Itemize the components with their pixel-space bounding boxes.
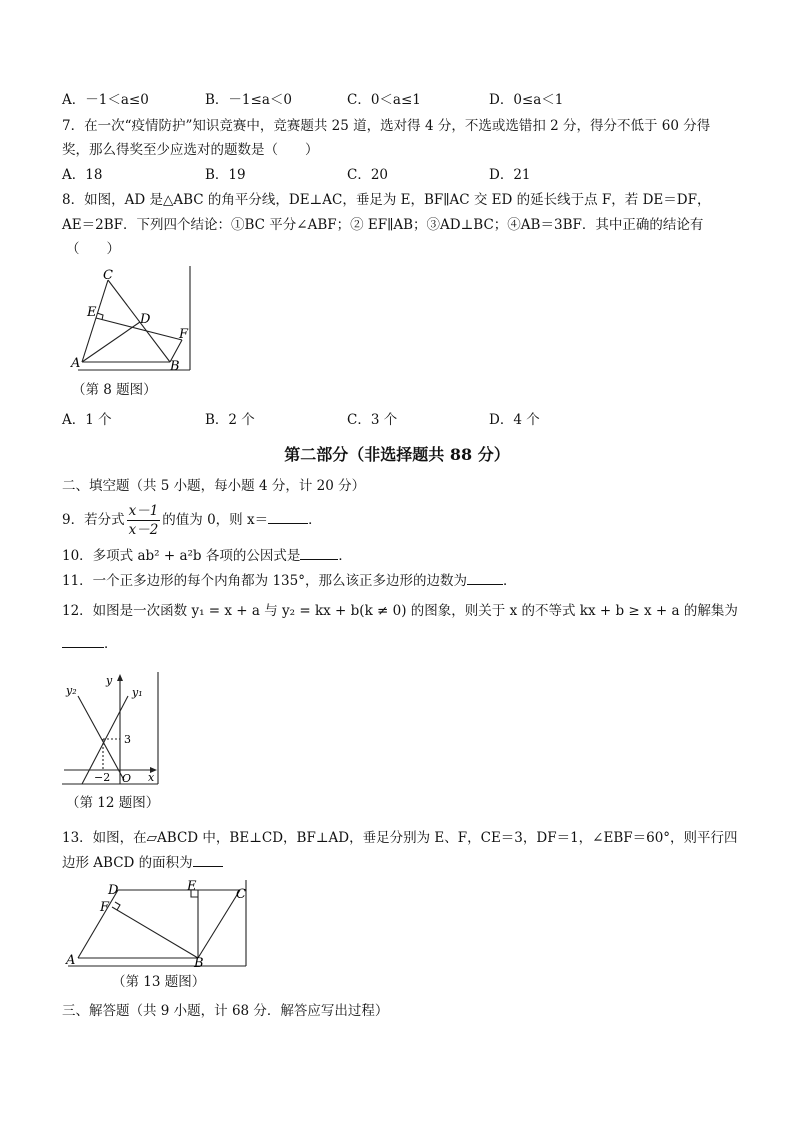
q8-option-d: D．4 个 (489, 412, 540, 428)
q12-label-minus2: −2 (94, 771, 111, 784)
q9-post: 的值为 0，则 x＝ (162, 512, 269, 528)
q9-answer-blank[interactable] (268, 509, 308, 524)
q10-text: 10．多项式 ab² + a²b 各项的公因式是 (62, 548, 301, 564)
part2-heading: 第二部分（非选择题共 88 分） (284, 445, 510, 464)
q13-label-b: B (194, 956, 204, 968)
q12-line2 (62, 633, 118, 654)
q12-answer-blank[interactable] (62, 633, 104, 648)
q13-line2: 边形 ABCD 的面积为 (62, 855, 193, 871)
q13-line2-row (62, 852, 223, 873)
q9-numerator: x－1 (128, 503, 159, 519)
q13-answer-blank[interactable] (193, 852, 223, 867)
q13-figure (62, 876, 250, 968)
q13-label-e: E (187, 879, 197, 894)
q8-line3: （ ） (66, 241, 120, 257)
q11-end: ． (503, 573, 517, 589)
q10-line (62, 545, 352, 566)
q8-label-b: B (170, 359, 180, 374)
q8-label-e: E (87, 305, 97, 320)
q8-side-cb (108, 280, 170, 362)
q12-label-y1: y₁ (132, 686, 143, 699)
q13-label-d: D (108, 883, 119, 898)
q8-label-c: C (103, 268, 113, 283)
q6-option-b: B．－1≤a＜0 (205, 92, 292, 108)
q8-option-b: B．2 个 (205, 412, 255, 428)
q13-caption: （第 13 题图） (112, 974, 206, 990)
section3-title: 三、解答题（共 9 小题，计 68 分．解答应写出过程） (62, 1003, 389, 1019)
q13-line-bf (112, 907, 198, 958)
q12-end: ． (104, 636, 118, 652)
q8-caption: （第 8 题图） (72, 382, 157, 398)
q12-line1: 12．如图是一次函数 y₁ = x + a 与 y₂ = kx + b(k ≠ 0) 的图象，则关于 x 的不等式 kx + b ≥ x + a 的解集为 (62, 603, 738, 619)
q8-side-ac (82, 280, 108, 362)
q6-option-d: D．0≤a＜1 (489, 92, 564, 108)
q13-line1: 13．如图，在▱ABCD 中，BE⊥CD，BF⊥AD，垂足分别为 E、F，CE＝3，DF＝1，∠EBF＝60°，则平行四 (62, 830, 738, 846)
q9-fraction (127, 502, 161, 539)
q11-answer-blank[interactable] (467, 570, 503, 585)
q13-side-ad (78, 890, 118, 958)
q9-line (62, 500, 322, 540)
q7-line2: 奖，那么得奖至少应选对的题数是（ ） (62, 142, 319, 158)
q10-end: ． (338, 548, 352, 564)
q12-label-y2: y₂ (66, 684, 77, 697)
q7-option-a: A．18 (62, 167, 103, 183)
q12-line-y2 (78, 696, 124, 780)
q7-option-c: C．20 (347, 167, 389, 183)
section2-title: 二、填空题（共 5 小题，每小题 4 分，计 20 分） (62, 478, 366, 494)
q12-label-y: y (106, 674, 113, 687)
q13-side-bc (198, 890, 240, 958)
q13-label-c: C (236, 887, 246, 902)
q9-end: ． (308, 512, 322, 528)
q8-line2: AE＝2BF．下列四个结论：①BC 平分∠ABF；② EF∥AB；③AD⊥BC；④AB＝3BF．其中正确的结论有 (62, 217, 704, 233)
q12-label-3: 3 (124, 733, 131, 746)
q8-line1: 8．如图，AD 是△ABC 的角平分线，DE⊥AC，垂足为 E，BF∥AC 交 ED 的延长线于点 F，若 DE＝DF， (62, 192, 711, 208)
q7-option-b: B．19 (205, 167, 246, 183)
q7-option-d: D．21 (489, 167, 531, 183)
q8-label-a: A (71, 356, 81, 371)
q13-label-f: F (100, 900, 110, 915)
q6-option-a: A．－1＜a≤0 (62, 92, 149, 108)
q10-answer-blank[interactable] (300, 545, 338, 560)
q8-label-d: D (140, 312, 151, 327)
q11-line (62, 570, 517, 591)
q8-option-a: A．1 个 (62, 412, 112, 428)
q9-pre: 9．若分式 (62, 512, 125, 528)
q12-label-o: O (122, 772, 132, 785)
q8-label-f: F (179, 327, 189, 342)
q12-y-arrow-icon (117, 674, 123, 681)
q12-figure (62, 672, 162, 790)
q9-denominator: x－2 (128, 522, 159, 538)
q12-caption: （第 12 题图） (66, 795, 160, 811)
q6-option-c: C．0＜a≤1 (347, 92, 421, 108)
q12-label-x: x (148, 771, 155, 784)
q13-label-a: A (66, 953, 76, 968)
q8-figure (66, 266, 194, 374)
q8-bisector-ad (82, 322, 140, 362)
q8-option-c: C．3 个 (347, 412, 398, 428)
q7-line1: 7．在一次“疫情防护”知识竞赛中，竞赛题共 25 道，选对得 4 分，不选或选错扣 2 分，得分不低于 60 分得 (62, 118, 711, 134)
q11-text: 11．一个正多边形的每个内角都为 135°，那么该正多边形的边数为 (62, 573, 467, 589)
